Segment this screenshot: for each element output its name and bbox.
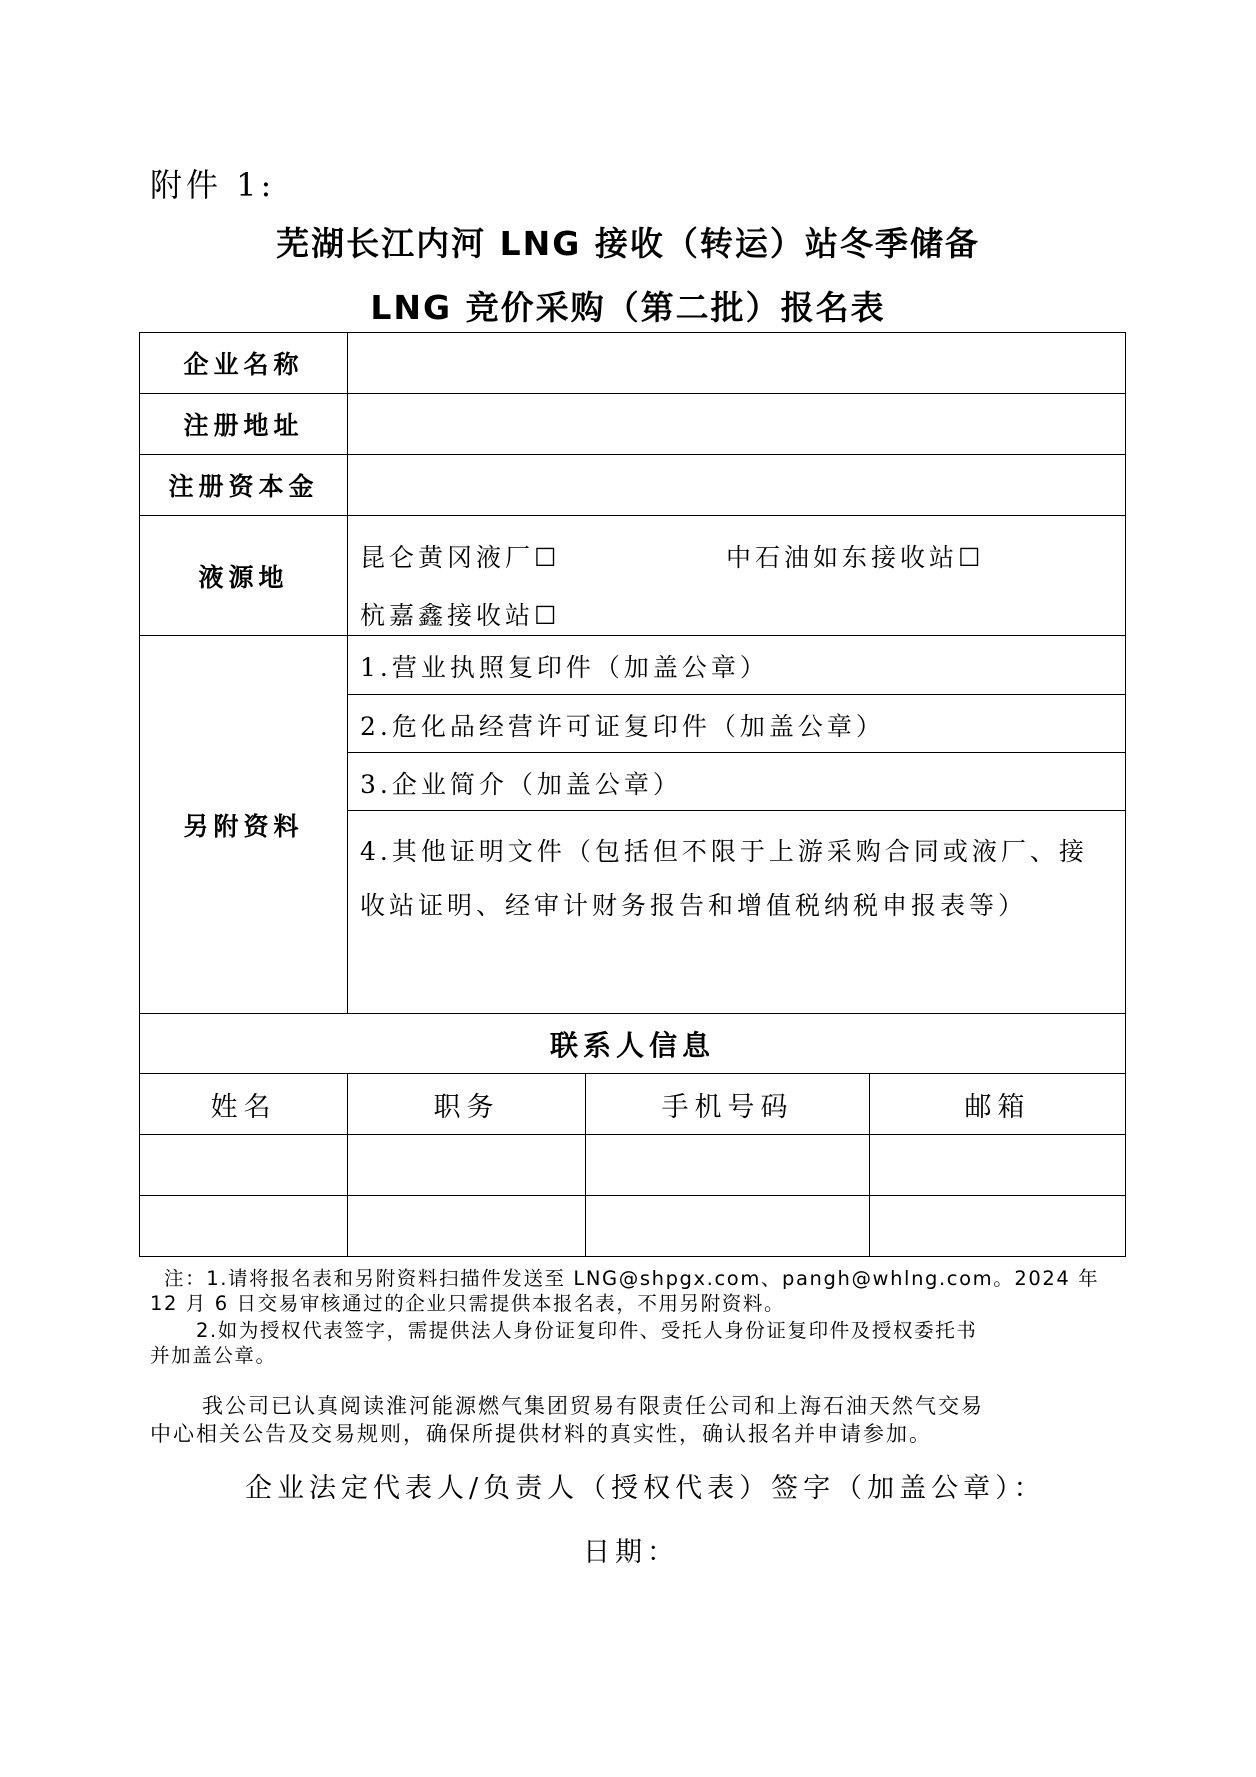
registered-capital-field[interactable] xyxy=(348,455,1126,516)
source-option-label: 中石油如东接收站 xyxy=(726,543,959,572)
contact-section-row xyxy=(140,1014,1126,1074)
note-2 xyxy=(150,1318,1110,1368)
document-item: 2.危化品经营许可证复印件（加盖公章） xyxy=(348,694,1125,752)
contact-name-field[interactable] xyxy=(140,1196,348,1257)
source-options xyxy=(348,516,1126,636)
documents-list xyxy=(348,636,1126,1014)
note-2-line-2: 并加盖公章。 xyxy=(150,1344,277,1367)
registered-address-field[interactable] xyxy=(348,394,1126,455)
company-name-label: 企业名称 xyxy=(140,333,348,394)
header-name: 姓名 xyxy=(140,1074,348,1135)
registered-capital-label: 注册资本金 xyxy=(140,455,348,516)
document-item: 3.企业简介（加盖公章） xyxy=(348,752,1125,810)
contact-name-field[interactable] xyxy=(140,1135,348,1196)
document-item: 4.其他证明文件（包括但不限于上游采购合同或液厂、接收站证明、经审计财务报告和增值税纳税申报表等） xyxy=(348,810,1125,1013)
note-1-line-1: 注：1.请将报名表和另附资料扫描件发送至 LNG@shpgx.com、pangh@whlng.com。2024 年 xyxy=(164,1267,1100,1290)
checkbox-icon[interactable]: ☐ xyxy=(534,601,561,630)
note-2-line-1: 2.如为授权代表签字，需提供法人身份证复印件、受托人身份证复印件及授权委托书 xyxy=(196,1319,978,1342)
source-label: 液源地 xyxy=(140,516,348,636)
documents-row xyxy=(140,636,1126,1014)
date-label: 日期： xyxy=(583,1537,679,1568)
declaration xyxy=(150,1392,1110,1448)
registered-capital-row xyxy=(140,455,1126,516)
contact-email-field[interactable] xyxy=(870,1196,1126,1257)
attachment-label: 附件 1: xyxy=(150,166,276,204)
header-phone: 手机号码 xyxy=(586,1074,870,1135)
registered-address-label: 注册地址 xyxy=(140,394,348,455)
contact-email-field[interactable] xyxy=(870,1135,1126,1196)
declaration-line-1: 我公司已认真阅读淮河能源燃气集团贸易有限责任公司和上海石油天然气交易 xyxy=(202,1394,984,1418)
contact-row xyxy=(140,1135,1126,1196)
source-line-1 xyxy=(348,516,1125,574)
contact-phone-field[interactable] xyxy=(586,1196,870,1257)
source-option-label: 昆仑黄冈液厂 xyxy=(360,543,535,572)
contact-header-row xyxy=(140,1074,1126,1135)
header-email: 邮箱 xyxy=(870,1074,1126,1135)
contact-section-title: 联系人信息 xyxy=(140,1014,1126,1074)
company-name-field[interactable] xyxy=(348,333,1126,394)
form-title-line1: 芜湖长江内河 LNG 接收（转运）站冬季储备 xyxy=(276,224,980,263)
form-title-line2: LNG 竞价采购（第二批）报名表 xyxy=(370,288,886,327)
source-option-kunlun[interactable] xyxy=(360,538,560,574)
registration-form-table xyxy=(139,332,1126,1257)
contact-phone-field[interactable] xyxy=(586,1135,870,1196)
note-1-line-2: 12 月 6 日交易审核通过的企业只需提供本报名表，不用另附资料。 xyxy=(150,1292,786,1315)
source-line-2 xyxy=(348,574,1125,632)
company-name-row xyxy=(140,333,1126,394)
source-option-hangjiaxin[interactable] xyxy=(360,596,560,632)
contact-position-field[interactable] xyxy=(348,1135,586,1196)
contact-position-field[interactable] xyxy=(348,1196,586,1257)
declaration-line-2: 中心相关公告及交易规则，确保所提供材料的真实性，确认报名并申请参加。 xyxy=(150,1422,932,1446)
checkbox-icon[interactable]: ☐ xyxy=(534,543,561,572)
registered-address-row xyxy=(140,394,1126,455)
signature-label: 企业法定代表人/负责人（授权代表）签字（加盖公章）： xyxy=(245,1473,1046,1504)
source-option-rudong[interactable] xyxy=(726,538,984,574)
note-1 xyxy=(150,1266,1110,1316)
header-position: 职务 xyxy=(348,1074,586,1135)
contact-row xyxy=(140,1196,1126,1257)
source-row xyxy=(140,516,1126,636)
source-option-label: 杭嘉鑫接收站 xyxy=(360,601,535,630)
checkbox-icon[interactable]: ☐ xyxy=(958,543,985,572)
document-item: 1.营业执照复印件（加盖公章） xyxy=(360,653,769,682)
documents-label: 另附资料 xyxy=(140,636,348,1014)
